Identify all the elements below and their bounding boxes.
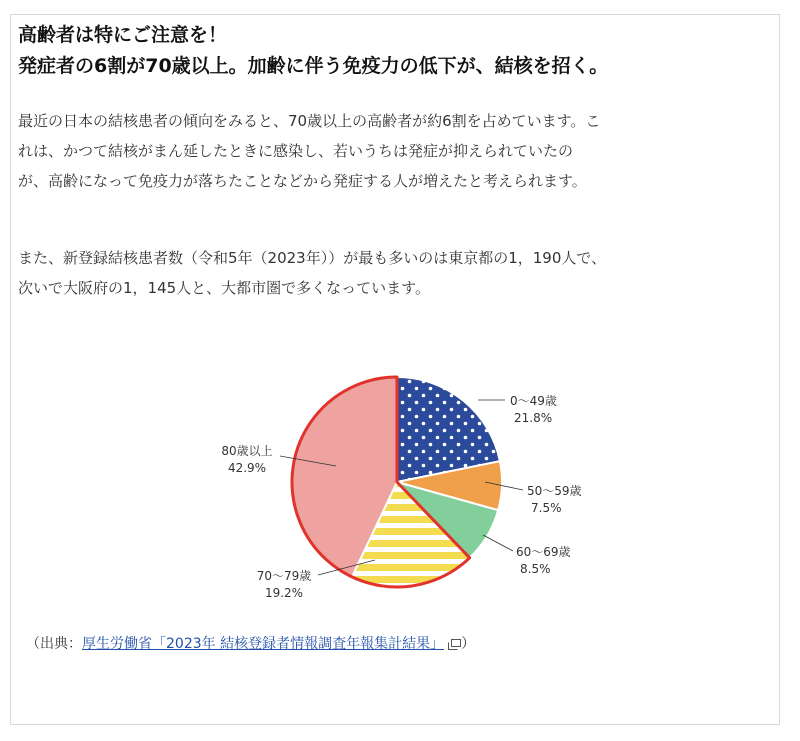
paragraph-line: 最近の日本の結核患者の傾向をみると、70歳以上の高齢者が約6割を占めています。こ bbox=[18, 112, 601, 130]
slice-value-label: 8.5% bbox=[520, 562, 551, 576]
slice-category-label: 0～49歳 bbox=[510, 394, 557, 408]
leader-line bbox=[483, 535, 513, 551]
slice-category-label: 70～79歳 bbox=[256, 569, 312, 583]
source-suffix: ） bbox=[461, 636, 476, 652]
source-link[interactable]: 厚生労働省「2023年 結核登録者情報調査年報集計結果」 bbox=[82, 636, 445, 652]
paragraph-line: が、高齢になって免疫力が落ちたことなどから発症する人が増えたと考えられます。 bbox=[18, 172, 587, 190]
source-prefix: （出典： bbox=[26, 636, 82, 652]
slice-category-label: 80歳以上 bbox=[221, 444, 273, 458]
heading-line-2: 発症者の6割が70歳以上。加齢に伴う免疫力の低下が、結核を招く。 bbox=[18, 55, 609, 77]
paragraph-line: 次いで大阪府の1，145人と、大都市圏で多くなっています。 bbox=[18, 279, 430, 297]
slice-category-label: 50～59歳 bbox=[527, 484, 582, 498]
slice-value-label: 21.8% bbox=[514, 411, 553, 425]
paragraph-line: れは、かつて結核がまん延したときに感染し、若いうちは発症が抑えられていたの bbox=[18, 142, 574, 160]
paragraph-line: また、新登録結核患者数（令和5年（2023年））が最も多いのは東京都の1，190人で、 bbox=[18, 249, 607, 267]
paragraph-trend bbox=[18, 106, 753, 196]
slice-value-label: 7.5% bbox=[531, 501, 562, 515]
heading-line-1: 高齢者は特にご注意を！ bbox=[18, 24, 228, 46]
slice-value-label: 42.9% bbox=[227, 461, 267, 475]
age-pie-chart bbox=[0, 340, 800, 630]
section-heading bbox=[18, 20, 608, 82]
slice-value-label: 19.2% bbox=[264, 586, 304, 600]
external-window-icon[interactable] bbox=[448, 639, 461, 650]
slice-category-label: 60～69歳 bbox=[516, 545, 571, 559]
source-citation bbox=[26, 633, 475, 653]
paragraph-regions bbox=[18, 243, 753, 303]
